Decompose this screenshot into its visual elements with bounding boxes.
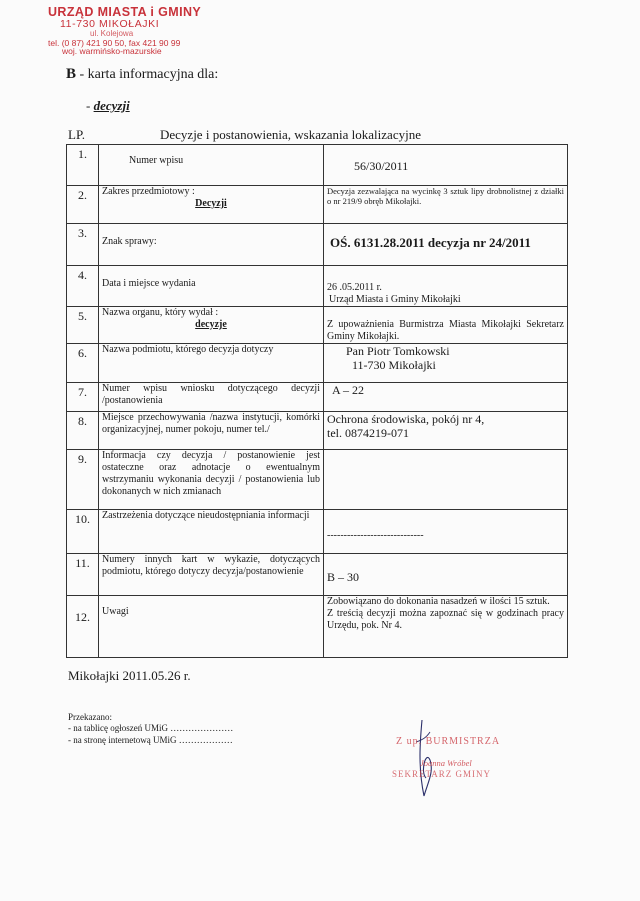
row-label [99, 186, 324, 224]
row-value-line-2: tel. 0874219-071 [327, 426, 409, 441]
table-row [67, 344, 568, 383]
table-row [67, 412, 568, 450]
table-row [67, 383, 568, 412]
row-value-line-2: Z treścią decyzji można zapoznać się w godzinach pracy Urzędu, pok. Nr 4. [327, 608, 564, 631]
card-heading [66, 66, 218, 83]
row-label: Data i miejsce wydania [99, 266, 324, 307]
row-value: Decyzja zezwalająca na wycinkę 3 sztuk lipy drobnolistnej z działki o nr 219/9 obręb Mikołajki. [324, 186, 568, 224]
row-number: 6. [67, 344, 99, 383]
row-number: 5. [67, 307, 99, 344]
row-value: B – 30 [324, 554, 568, 596]
row-value [324, 596, 568, 658]
row-label-text: Zakres przedmiotowy : [102, 186, 195, 197]
row-value [324, 344, 568, 383]
table-title: Decyzje i postanowienia, wskazania lokalizacyjne [160, 127, 421, 142]
row-number: 4. [67, 266, 99, 307]
sig-name: Joanna Wróbel [420, 758, 472, 768]
table-row [67, 266, 568, 307]
row-number: 3. [67, 224, 99, 266]
handed-over-block [68, 712, 233, 746]
row-value: 56/30/2011 [324, 145, 568, 186]
table-row [67, 554, 568, 596]
table-row [67, 596, 568, 658]
row-label: Zastrzeżenia dotyczące nieudostępniania informacji [99, 510, 324, 554]
table-row [67, 510, 568, 554]
row-label [99, 307, 324, 344]
card-type-prefix: - [86, 98, 94, 113]
row-value: ----------------------------- [324, 510, 568, 554]
row-value-line-1: 26 .05.2011 r. [327, 282, 382, 293]
stamp-line-4: tel. (0 87) 421 90 50, fax 421 90 99 [48, 37, 181, 48]
sig-stamp-line-1: Z up. BURMISTRZA [396, 736, 501, 747]
row-number: 9. [67, 450, 99, 510]
table-row [67, 186, 568, 224]
stamp-line-5: woj. warmińsko-mazurskie [62, 46, 162, 57]
row-value-line-2: Urząd Miasta i Gminy Mikołajki [329, 294, 461, 305]
row-label: Numery innych kart w wykazie, dotyczących podmiotu, którego dotyczy decyzja/postanowienie [99, 554, 324, 596]
row-number: 2. [67, 186, 99, 224]
row-number: 1. [67, 145, 99, 186]
row-label: Miejsce przechowywania /nazwa instytucji, komórki organizacyjnej, numer pokoju, numer tel./ [99, 412, 324, 450]
table-row [67, 450, 568, 510]
row-value-line-1: Zobowiązano do dokonania nasadzeń w ilości 15 sztuk. [327, 596, 550, 607]
signature-stamp [390, 712, 510, 802]
row-label: Uwagi [99, 596, 324, 658]
office-stamp [48, 6, 201, 56]
card-type [86, 98, 130, 114]
row-value: OŚ. 6131.28.2011 decyzja nr 24/2011 [324, 224, 568, 266]
row-number: 11. [67, 554, 99, 596]
row-label-text: Nazwa organu, który wydał : [102, 307, 219, 318]
handed-title: Przekazano: [68, 712, 112, 722]
table-row [67, 145, 568, 186]
signature-scribble-icon [390, 712, 510, 802]
row-label: Nazwa podmiotu, którego decyzja dotyczy [99, 344, 324, 383]
row-label: Informacja czy decyzja / postanowienie jest ostateczne oraz adnotacje o ewentualnym wstrzymaniu wykonania decyzji / postanowienia lub dokonanych w nich zmianach [99, 450, 324, 510]
row-value [324, 412, 568, 450]
row-label: Znak sprawy: [99, 224, 324, 266]
row-value: Z upoważnienia Burmistrza Miasta Mikołajki Sekretarz Gminy Mikołajki. [324, 307, 568, 344]
table-row [67, 307, 568, 344]
lp-label: LP. [68, 127, 85, 142]
row-value: A – 22 [324, 383, 568, 412]
row-value [324, 450, 568, 510]
card-type-value: decyzji [93, 98, 130, 113]
sig-stamp-line-2: SEKRETARZ GMINY [392, 769, 492, 779]
row-value [324, 266, 568, 307]
stamp-line-1: URZĄD MIASTA i GMINY [48, 5, 202, 19]
row-label-sub: Decyzji [195, 198, 227, 209]
handed-item-website: - na stronę internetową UMiG ……………… [68, 734, 233, 745]
row-number: 8. [67, 412, 99, 450]
row-number: 12. [67, 596, 99, 658]
row-value-line-1: Pan Piotr Tomkowski [346, 344, 450, 358]
card-subtitle: - karta informacyjna dla: [76, 67, 219, 82]
row-value-line-1: Ochrona środowiska, pokój nr 4, [327, 412, 485, 426]
stamp-line-3: ul. Kolejowa [90, 29, 134, 39]
row-number: 10. [67, 510, 99, 554]
stamp-line-2: 11-730 MIKOŁAJKI [60, 18, 160, 31]
row-label: Numer wpisu wniosku dotyczącego decyzji /postanowienia [99, 383, 324, 412]
row-value-line-2: 11-730 Mikołajki [352, 358, 436, 373]
place-date: Mikołajki 2011.05.26 r. [68, 668, 191, 683]
row-label-sub: decyzje [195, 319, 227, 330]
handed-item-board: - na tablicę ogłoszeń UMiG ………………… [68, 723, 234, 734]
info-table [66, 144, 568, 658]
table-row [67, 224, 568, 266]
card-letter: B [66, 66, 77, 82]
row-label: Numer wpisu [99, 145, 324, 186]
row-number: 7. [67, 383, 99, 412]
